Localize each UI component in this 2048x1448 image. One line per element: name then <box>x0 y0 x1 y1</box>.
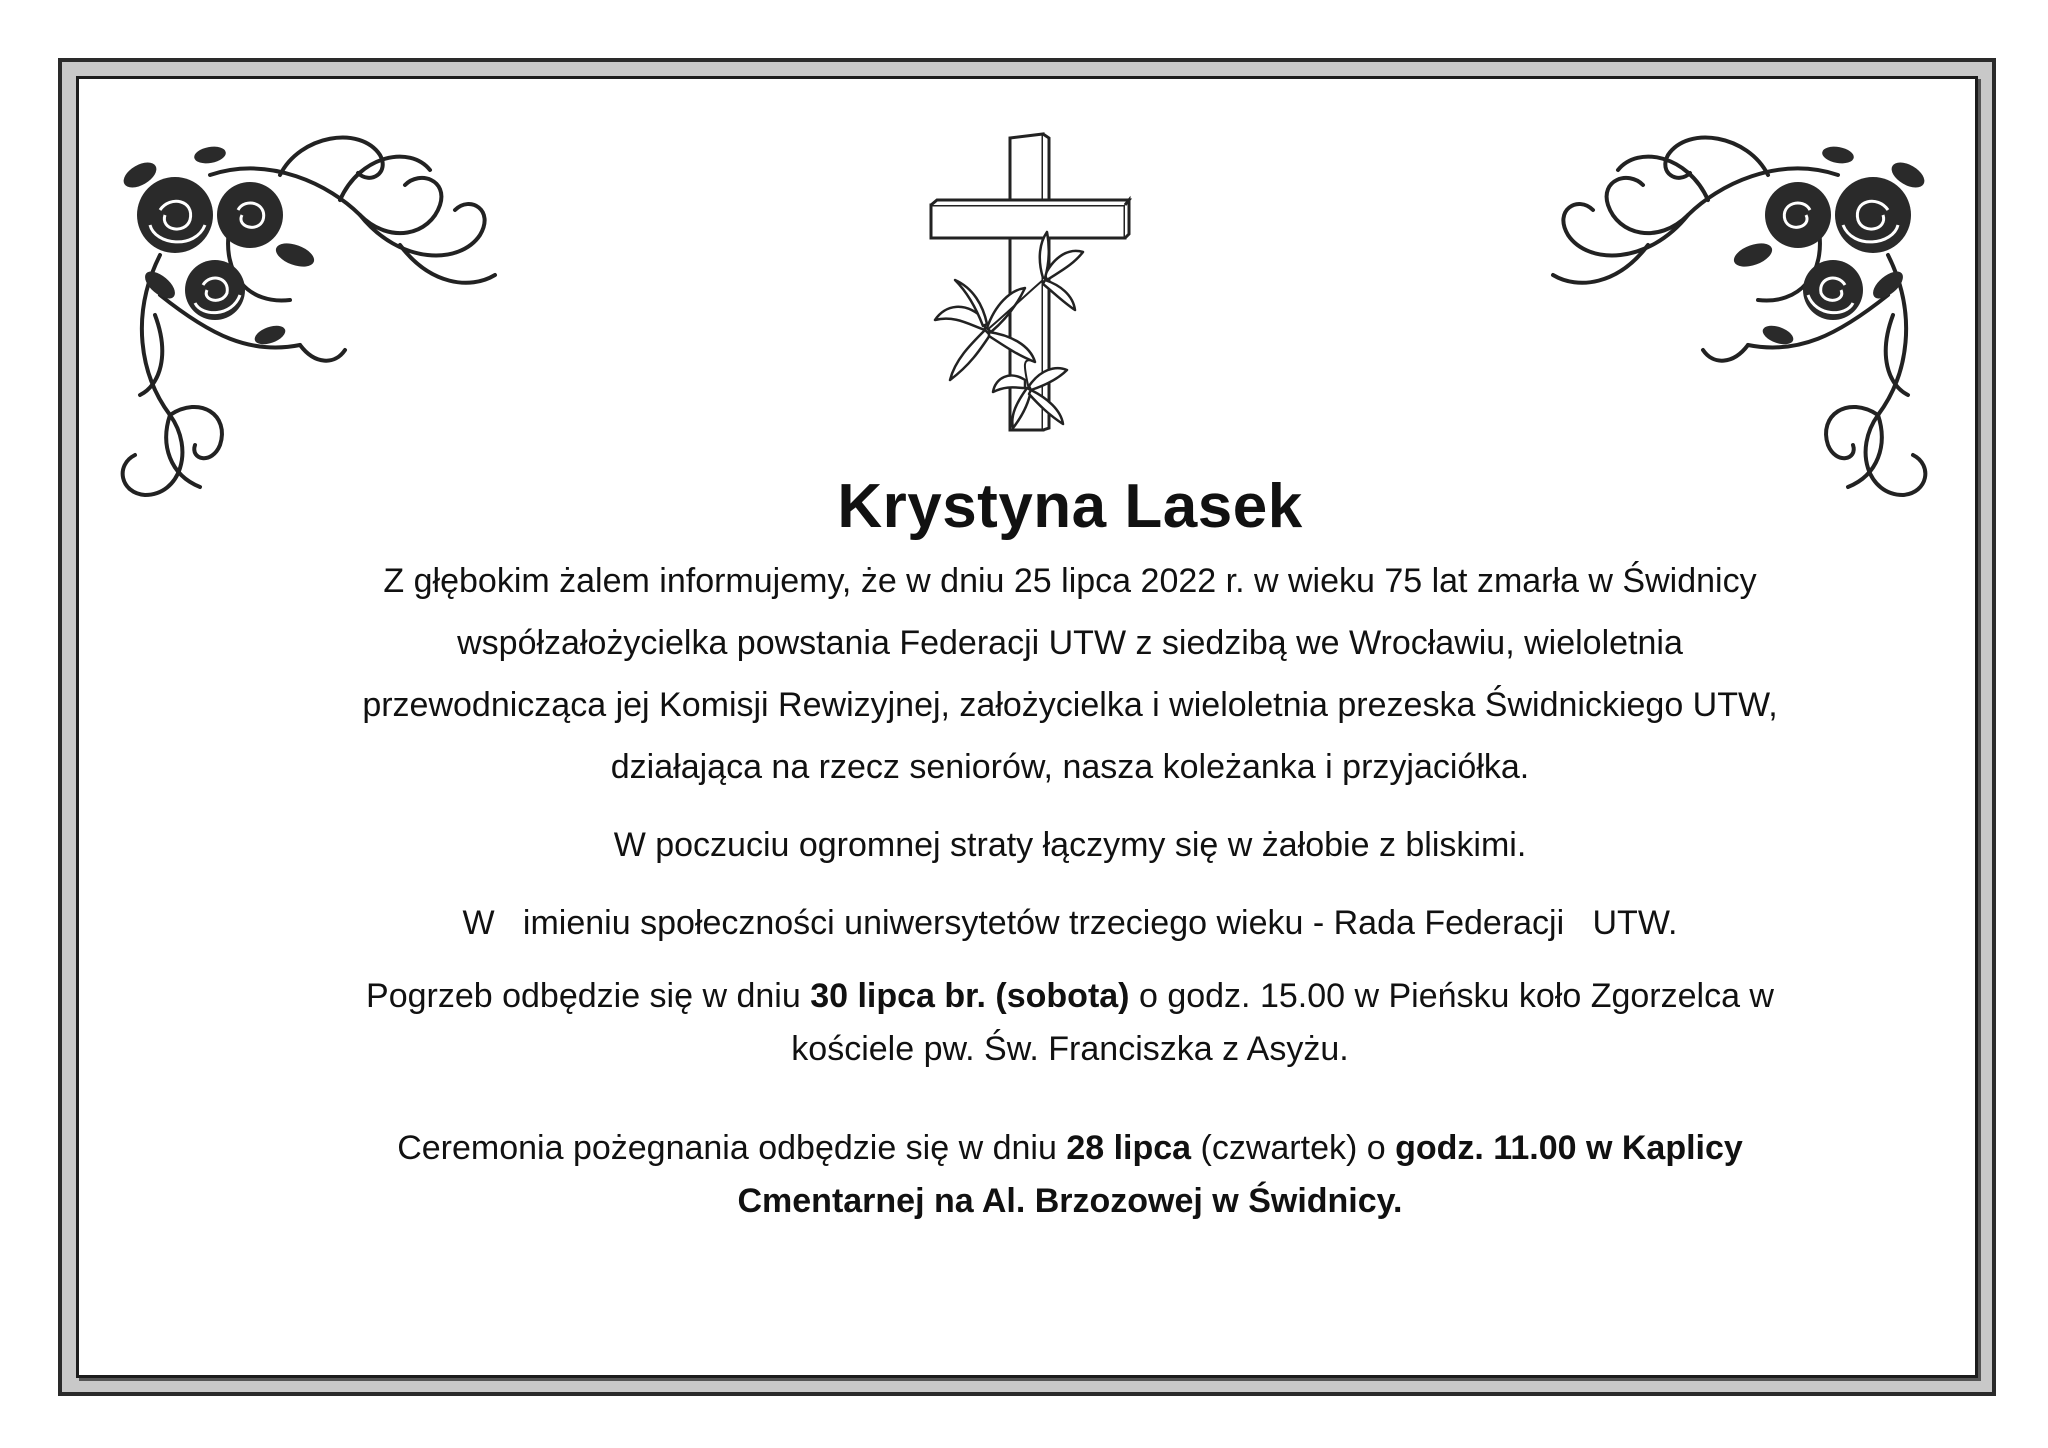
ceremony-paragraph <box>220 1122 1920 1228</box>
signature-paragraph: W imieniu społeczności uniwersytetów trzeciego wieku - Rada Federacji UTW. <box>462 904 1678 942</box>
funeral-date: 30 lipca br. (sobota) <box>810 977 1130 1015</box>
condolence-paragraph: W poczuciu ogromnej straty łączymy się w żałobie z bliskimi. <box>613 826 1527 864</box>
ceremony-location: Cmentarnej na Al. Brzozowej w Świdnicy. <box>737 1182 1403 1220</box>
ceremony-line <box>220 1122 1920 1175</box>
announcement-line: Z głębokim żalem informujemy, że w dniu 25 lipca 2022 r. w wieku 75 lat zmarła w Świdnicy <box>383 562 1757 600</box>
announcement-line: współzałożycielka powstania Federacji UTW z siedzibą we Wrocławiu, wieloletnia <box>457 624 1683 662</box>
announcement-line: działająca na rzecz seniorów, nasza koleżanka i przyjaciółka. <box>610 748 1530 786</box>
deceased-name: Krystyna Lasek <box>837 472 1303 541</box>
funeral-prefix: Pogrzeb odbędzie się w dniu <box>366 977 811 1015</box>
announcement-paragraph <box>220 550 1920 798</box>
ceremony-middle: (czwartek) o <box>1191 1129 1396 1167</box>
funeral-line: kościele pw. Św. Franciszka z Asyżu. <box>791 1030 1349 1068</box>
announcement-line: przewodnicząca jej Komisji Rewizyjnej, założycielka i wieloletnia prezeska Świdnickiego UTW, <box>362 686 1778 724</box>
funeral-suffix: o godz. 15.00 w Pieńsku koło Zgorzelca w <box>1129 977 1774 1015</box>
ceremony-prefix: Ceremonia pożegnania odbędzie się w dniu <box>397 1129 1067 1167</box>
cross-with-lilies-icon <box>925 130 1135 435</box>
ceremony-date: 28 lipca <box>1066 1129 1192 1167</box>
funeral-paragraph <box>220 970 1920 1076</box>
obituary-content <box>220 470 1920 1228</box>
ceremony-time: godz. 11.00 w Kaplicy <box>1395 1129 1743 1167</box>
funeral-line <box>220 970 1920 1023</box>
